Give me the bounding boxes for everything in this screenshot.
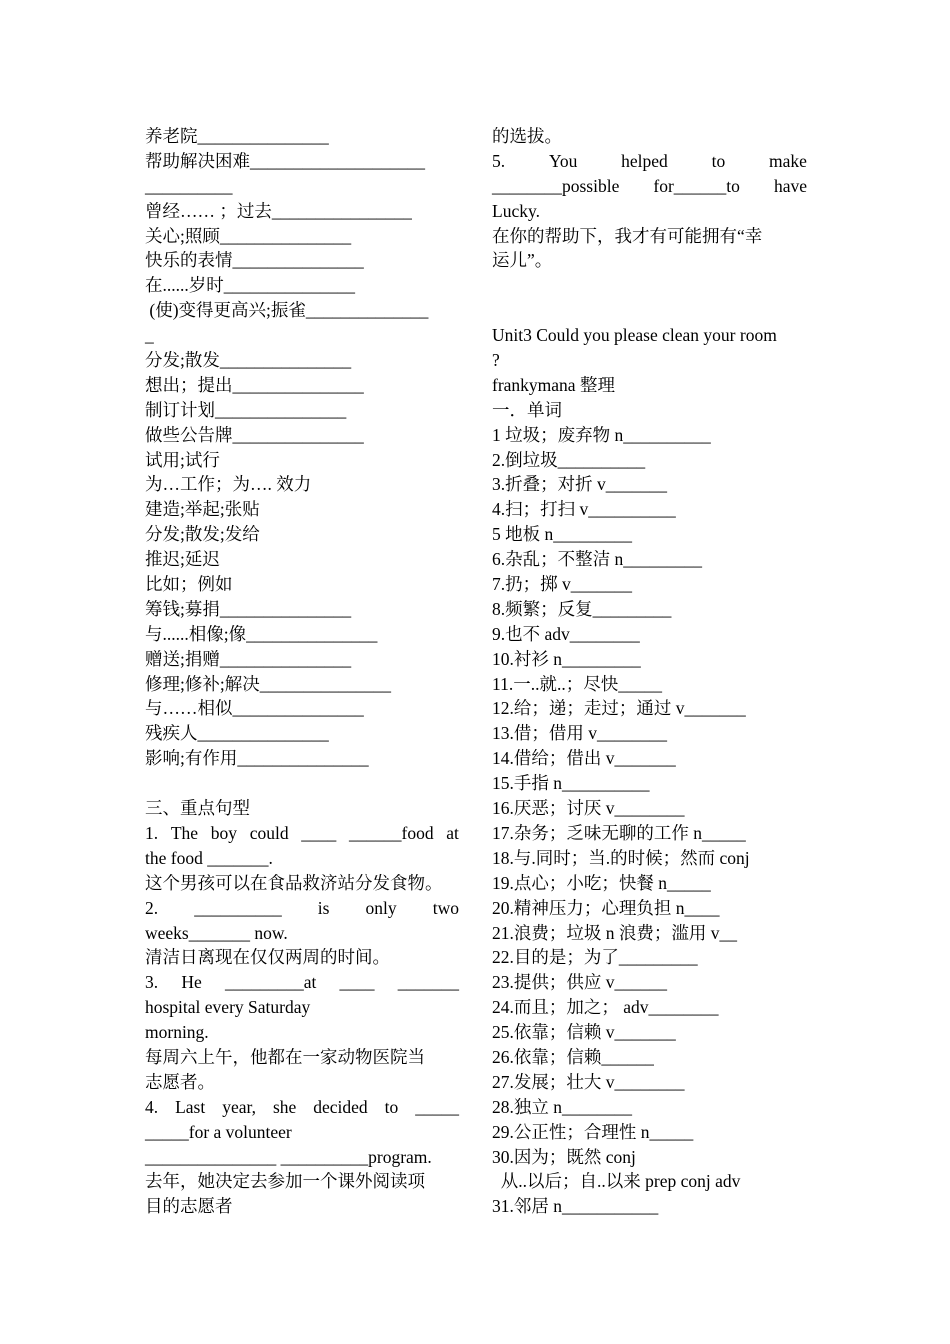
word-item: 16.厌恶；讨厌 v________ xyxy=(492,798,685,819)
sentence-3-chinese-2: 志愿者。 xyxy=(145,1071,215,1092)
word: 2. xyxy=(145,897,159,918)
word: two xyxy=(432,897,459,918)
sentence-5-line-3: Lucky. xyxy=(492,200,540,221)
sentence-4-line-1 xyxy=(145,1095,459,1120)
word-item: 2.倒垃圾__________ xyxy=(492,449,646,470)
word-item: 5 地板 n_________ xyxy=(492,524,632,545)
word-item: 25.依靠；信赖 v_______ xyxy=(492,1022,676,1043)
word: to xyxy=(711,150,726,171)
word-item: 27.发展；壮大 v________ xyxy=(492,1071,685,1092)
vocab-item: 与......相像;像_______________ xyxy=(145,623,378,644)
word: ______food xyxy=(349,822,434,843)
word-item: 从..以后；自..以来 prep conj adv xyxy=(492,1171,741,1192)
vocab-item: 影响;有作用_______________ xyxy=(145,748,369,769)
word-item: 23.提供；供应 v______ xyxy=(492,972,667,993)
word-item: 29.公正性；合理性 n_____ xyxy=(492,1121,694,1142)
sentence-5-line-2 xyxy=(492,174,807,199)
word: 3. xyxy=(145,972,159,993)
word-item: 11.一..就..；尽快_____ xyxy=(492,673,662,694)
vocab-item: 赠送;捐赠_______________ xyxy=(145,648,352,669)
word: ____ xyxy=(301,822,337,843)
sentence-2-line-2: weeks_______ now. xyxy=(145,922,288,943)
word-item: 24.而且；加之； adv________ xyxy=(492,997,719,1018)
right-column xyxy=(492,124,807,1219)
vocab-item: 残疾人_______________ xyxy=(145,723,329,744)
word-item: 6.杂乱；不整洁 n_________ xyxy=(492,549,702,570)
sentence-2-line-1 xyxy=(145,896,459,921)
word: ____ xyxy=(339,972,375,993)
sentence-4-line-2: _____for a volunteer xyxy=(145,1121,292,1142)
word: The xyxy=(170,822,199,843)
vocab-item: 帮助解决困难____________________ xyxy=(145,150,425,171)
vocab-item: 分发;散发;发给 xyxy=(145,524,260,545)
word-item: 18.与.同时；当.的时候；然而 conj xyxy=(492,847,750,868)
sentence-3-line-2: hospital every Saturday xyxy=(145,997,311,1018)
word-item: 26.依靠；信赖______ xyxy=(492,1046,654,1067)
vocab-item: 修理;修补;解决_______________ xyxy=(145,673,391,694)
word: for______to xyxy=(653,175,740,196)
vocab-item: 在......岁时_______________ xyxy=(145,275,355,296)
word: at xyxy=(446,822,459,843)
vocab-item: 分发;散发_______________ xyxy=(145,350,352,371)
vocab-item: 想出；提出_______________ xyxy=(145,374,364,395)
vocab-item: 筹钱;募捐_______________ xyxy=(145,598,352,619)
sentence-3-chinese-1: 每周六上午，他都在一家动物医院当 xyxy=(145,1046,425,1067)
word: boy xyxy=(210,822,237,843)
word: is xyxy=(317,897,330,918)
word-item: 8.频繁；反复_________ xyxy=(492,598,672,619)
vocab-item: 比如；例如 xyxy=(145,574,233,595)
word-item: 9.也不 adv________ xyxy=(492,623,640,644)
word-item: 13.借；借用 v________ xyxy=(492,723,667,744)
word: He xyxy=(181,972,202,993)
section-title: 三、重点句型 xyxy=(145,798,250,819)
sentence-1-chinese: 这个男孩可以在食品救济站分发食物。 xyxy=(145,872,443,893)
vocab-item: 建造;举起;张贴 xyxy=(145,499,260,520)
unit-title-continued: ? xyxy=(492,350,500,371)
word: helped xyxy=(621,150,668,171)
word-item: 19.点心；小吃；快餐 n_____ xyxy=(492,872,711,893)
spacer xyxy=(492,298,807,323)
unit-title: Unit3 Could you please clean your room xyxy=(492,325,777,346)
vocab-item: __________ xyxy=(145,175,233,196)
word: make xyxy=(769,150,807,171)
vocab-item: 曾经…… ；过去________________ xyxy=(145,200,412,221)
sentence-3-line-1 xyxy=(145,970,459,995)
left-column xyxy=(145,124,459,1219)
sentence-5-chinese-1: 在你的帮助下，我才有可能拥有“幸 xyxy=(492,225,763,246)
vocab-item: (使)变得更高兴;振雀______________ xyxy=(145,300,429,321)
sentence-3-line-3: morning. xyxy=(145,1022,209,1043)
word-item: 12.给；递；走过；通过 v_______ xyxy=(492,698,746,719)
word: Last xyxy=(175,1096,206,1117)
word-list xyxy=(492,423,807,1220)
spacer xyxy=(492,273,807,298)
vocab-item: 为…工作；为…. 效力 xyxy=(145,474,312,495)
word: could xyxy=(249,822,289,843)
sentence-4-line-3: _______________ __________program. xyxy=(145,1146,432,1167)
sentence-4-chinese-2: 目的志愿者 xyxy=(145,1196,233,1217)
word-item: 21.浪费；垃圾 n 浪费；滥用 v__ xyxy=(492,922,737,943)
sentence-1-line-2: the food _______. xyxy=(145,847,273,868)
word-item: 14.借给；借出 v_______ xyxy=(492,748,676,769)
section-heading: 一．单词 xyxy=(492,399,562,420)
word-item: 28.独立 n________ xyxy=(492,1096,632,1117)
sentence-4-chinese-1: 去年，她决定去参加一个课外阅读项 xyxy=(145,1171,425,1192)
sentence-5-chinese-2: 运儿”。 xyxy=(492,250,553,271)
word-item: 22.目的是；为了_________ xyxy=(492,947,698,968)
continuation-line: 的选拔。 xyxy=(492,126,562,146)
vocab-item: 试用;试行 xyxy=(145,449,220,470)
word: only xyxy=(365,897,397,918)
word: 1. xyxy=(145,822,159,843)
word: have xyxy=(773,175,807,196)
word: ________possible xyxy=(492,175,620,196)
word-item: 30.因为；既然 conj xyxy=(492,1146,636,1167)
vocab-item: 关心;照顾_______________ xyxy=(145,225,352,246)
word: _______ xyxy=(397,972,459,993)
word: she xyxy=(272,1096,297,1117)
word-item: 15.手指 n__________ xyxy=(492,773,650,794)
sentence-1-line-1 xyxy=(145,821,459,846)
vocab-item: 快乐的表情_______________ xyxy=(145,250,364,271)
word: __________ xyxy=(194,897,282,918)
word: year, xyxy=(222,1096,256,1117)
word-item: 7.扔；掷 v_______ xyxy=(492,574,632,595)
word-item: 4.扫；打扫 v__________ xyxy=(492,499,676,520)
sentence-5-line-1 xyxy=(492,149,807,174)
vocab-item: 与……相似_______________ xyxy=(145,698,364,719)
word-item: 3.折叠；对折 v_______ xyxy=(492,474,667,495)
spacer xyxy=(145,771,459,796)
word-item: 10.衬衫 n_________ xyxy=(492,648,641,669)
word: You xyxy=(548,150,578,171)
vocab-item: 做些公告牌_______________ xyxy=(145,424,364,445)
vocab-item: _ xyxy=(145,325,154,346)
author-line: frankymana 整理 xyxy=(492,374,615,395)
word: to xyxy=(384,1096,399,1117)
word: _____ xyxy=(415,1096,459,1117)
word: _________at xyxy=(224,972,317,993)
word-item: 20.精神压力；心理负担 n____ xyxy=(492,897,720,918)
word-item: 31.邻居 n___________ xyxy=(492,1196,659,1217)
word: 4. xyxy=(145,1096,159,1117)
vocab-list xyxy=(145,124,459,771)
word: decided xyxy=(313,1096,368,1117)
sentence-2-chinese: 清洁日离现在仅仅两周的时间。 xyxy=(145,947,390,968)
word: 5. xyxy=(492,150,506,171)
vocab-item: 推迟;延迟 xyxy=(145,549,220,570)
word-item: 1 垃圾；废弃物 n__________ xyxy=(492,424,711,445)
vocab-item: 制订计划_______________ xyxy=(145,399,347,420)
word-item: 17.杂务；乏味无聊的工作 n_____ xyxy=(492,822,746,843)
vocab-item: 养老院_______________ xyxy=(145,126,329,146)
